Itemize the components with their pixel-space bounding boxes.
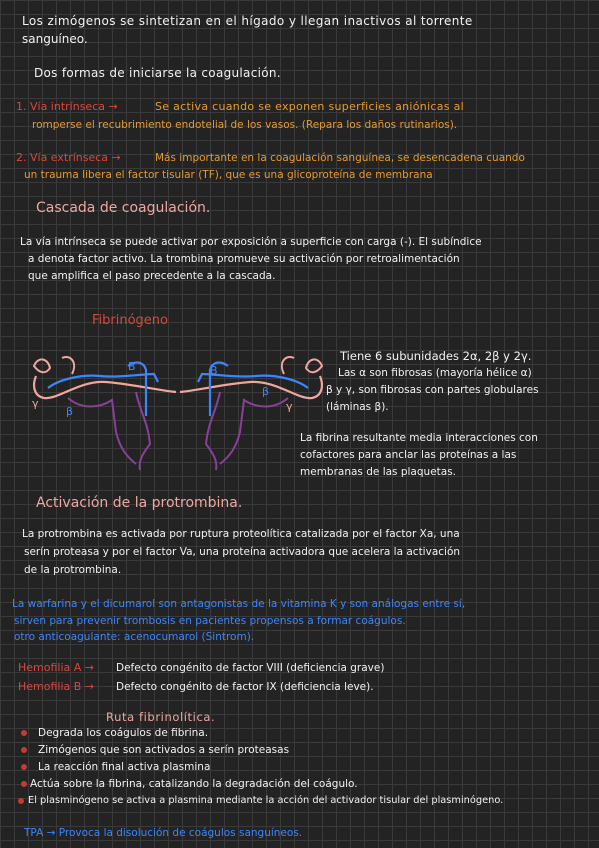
cascada-heading: Cascada de coagulación. — [36, 200, 211, 216]
fibrinogeno-desc-5: La fibrina resultante media interacciones con — [300, 432, 538, 444]
via-extrinseca-line-2: un trauma libera el factor tisular (TF), que es una glicoproteína de membrana — [24, 169, 433, 181]
warfarina-line-1: La warfarina y el dicumarol son antagonistas de la vitamina K y son análogas entre sí, — [12, 598, 466, 610]
protrombina-line-3: de la protrombina. — [24, 564, 122, 576]
fibrinolitica-item-5: El plasminógeno se activa a plasmina mediante la acción del activador tisular del plasminógeno. — [28, 795, 504, 806]
hemofilia-a-label: Hemofilia A → — [18, 661, 95, 674]
fibrinolitica-item-4: Actúa sobre la fibrina, catalizando la degradación del coágulo. — [30, 778, 358, 790]
fibrinogeno-desc-1: Tiene 6 subunidades 2α, 2β y 2γ. — [340, 349, 532, 363]
via-extrinseca-line-1: Más importante en la coagulación sanguínea, se desencadena cuando — [155, 152, 525, 164]
protrombina-heading: Activación de la protrombina. — [36, 495, 243, 511]
cascada-line-1: La vía intrínseca se puede activar por exposición a superficie con carga (-). El subíndice — [20, 236, 482, 248]
via-intrinseca-line-2: romperse el recubrimiento endotelial de los vasos. (Repara los daños rutinarios). — [32, 119, 458, 131]
via-intrinseca-line-1: Se activa cuando se exponen superficies aniónicas al — [155, 100, 465, 113]
bullet-dot — [21, 747, 27, 753]
intro-line-1: Los zimógenos se sintetizan en el hígado y llegan inactivos al torrente — [22, 14, 473, 28]
protrombina-line-2: serín proteasa y por el factor Va, una proteína activadora que acelera la activación — [24, 546, 461, 558]
diagram-label-gamma-right: γ — [286, 400, 293, 413]
hemofilia-a-text: Defecto congénito de factor VIII (deficiencia grave) — [116, 662, 385, 674]
cascada-line-2: a denota factor activo. La trombina promueve su activación por retroalimentación — [28, 253, 460, 265]
hemofilia-b-label: Hemofilia B → — [18, 680, 95, 693]
bullet-dot — [18, 798, 24, 804]
diagram-label-b-left: B — [128, 360, 136, 373]
diagram-label-beta-right: β — [262, 385, 270, 398]
fibrinogeno-desc-2: Las α son fibrosas (mayoría hélice α) — [338, 367, 532, 379]
warfarina-line-3: otro anticoagulante: acenocumarol (Sintrom). — [14, 631, 255, 643]
tpa-line: TPA → Provoca la disolución de coágulos sanguíneos. — [24, 827, 303, 839]
fibrinolitica-item-2: Zimógenos que son activados a serín proteasas — [38, 744, 290, 756]
fibrinogeno-heading: Fibrinógeno — [92, 313, 168, 328]
via-intrinseca-label: 1. Vía intrínseca → — [16, 100, 118, 113]
cascada-line-3: que amplifica el paso precedente a la cascada. — [28, 270, 276, 282]
fibrinogeno-desc-7: membranas de las plaquetas. — [300, 466, 457, 478]
diagram-label-b-right: B — [210, 364, 218, 377]
diagram-label-gamma-left: γ — [32, 397, 39, 410]
intro-line-3: Dos formas de iniciarse la coagulación. — [34, 66, 281, 80]
fibrinolitica-heading: Ruta fibrinolítica. — [106, 710, 216, 724]
fibrinogeno-desc-4: (láminas β). — [326, 401, 389, 413]
bullet-dot — [21, 781, 27, 787]
fibrinolitica-item-1: Degrada los coágulos de fibrina. — [38, 727, 209, 739]
fibrinogeno-desc-6: cofactores para anclar las proteínas a las — [300, 449, 517, 461]
fibrinolitica-item-3: La reacción final activa plasmina — [38, 761, 211, 773]
fibrinogeno-desc-3: β y γ, son fibrosas con partes globulares — [326, 384, 539, 396]
bullet-dot — [21, 730, 27, 736]
warfarina-line-2: sirven para prevenir trombosis en pacientes propensos a formar coágulos. — [14, 615, 406, 627]
diagram-label-beta-left: β — [66, 405, 74, 418]
bullet-dot — [21, 764, 27, 770]
protrombina-line-1: La protrombina es activada por ruptura proteolítica catalizada por el factor Xa, una — [22, 528, 460, 540]
hemofilia-b-text: Defecto congénito de factor IX (deficiencia leve). — [116, 681, 374, 693]
intro-line-2: sanguíneo. — [22, 32, 88, 46]
via-extrinseca-label: 2. Vía extrínseca → — [16, 151, 121, 164]
